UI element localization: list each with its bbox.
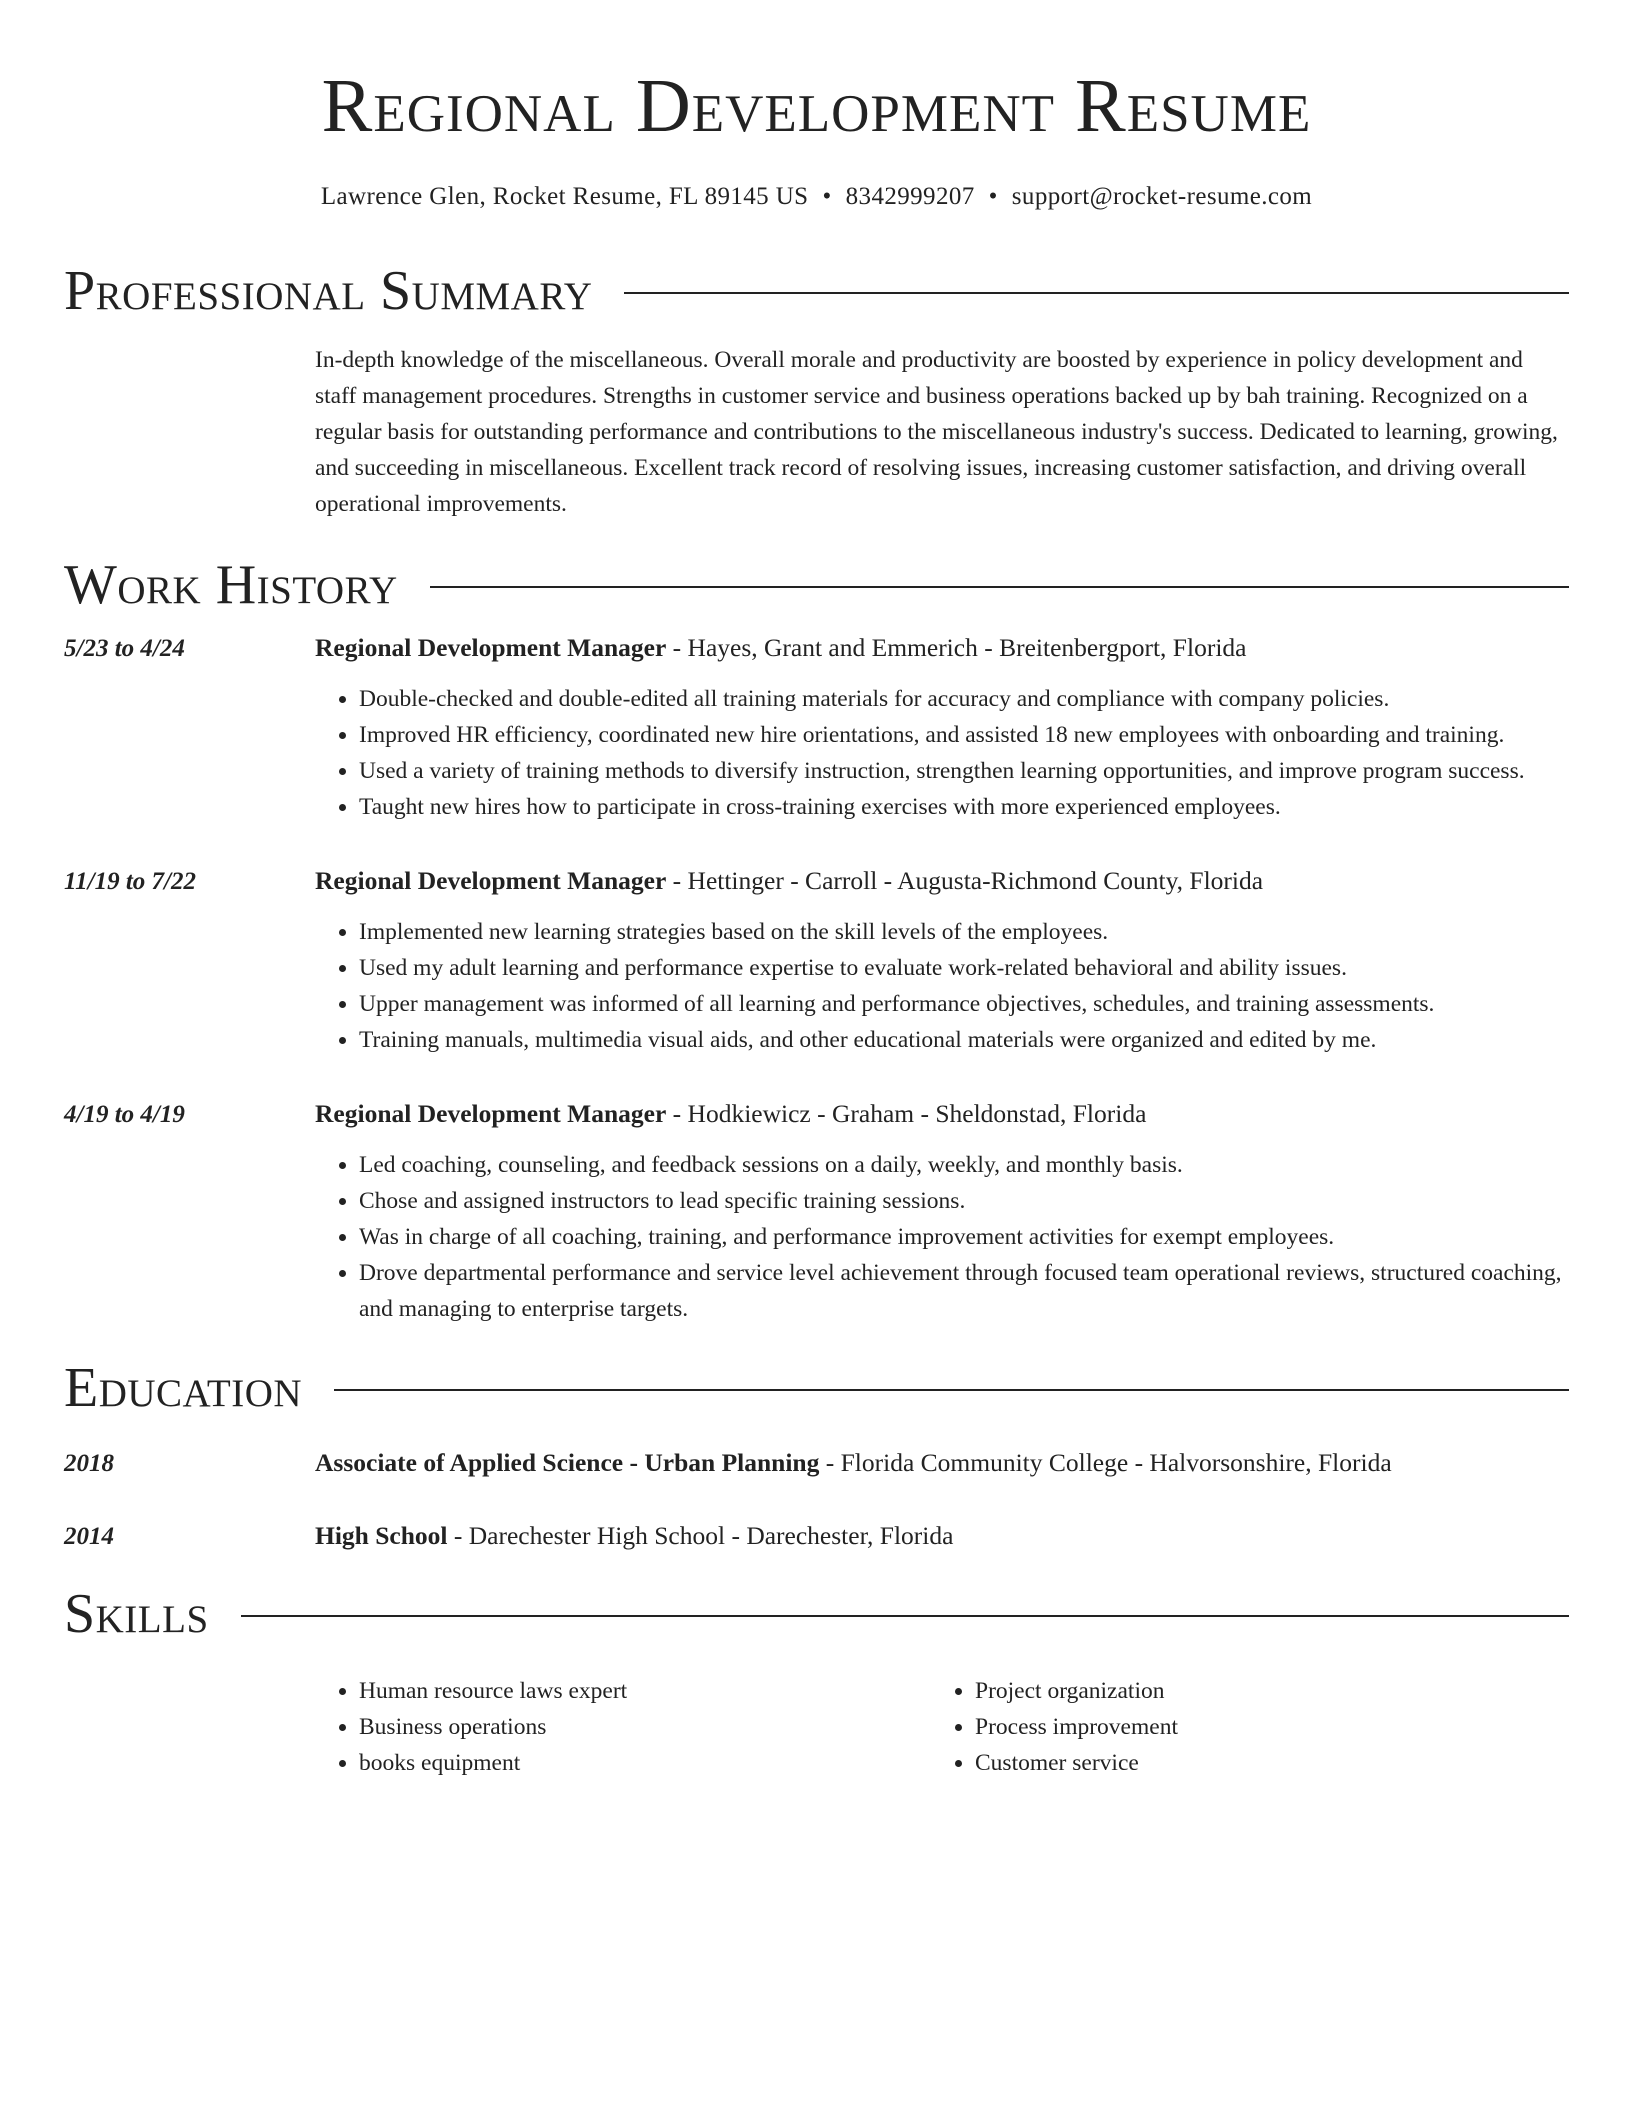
skills-column-left — [315, 1673, 931, 1781]
list-item: • Used a variety of training methods to diversify instruction, strengthen learning opportunities, and improve program success. — [359, 753, 1569, 789]
summary-text: In-depth knowledge of the miscellaneous. Overall morale and productivity are boosted by experience in policy development and staff management procedures. Strengths in customer service and business operations backed up by bah training. Recognized on a regular basis for outstanding performance and contributions to the miscellaneous industry's success. Dedicated to learning, growing, and succeeding in miscellaneous. Excellent track record of resolving issues, increasing customer satisfaction, and driving overall operational improvements. — [315, 347, 1558, 517]
list-item: • Taught new hires how to participate in cross-training exercises with more experienced employees. — [359, 789, 1569, 825]
job-header — [64, 863, 1569, 900]
contact-phone: 8342999207 — [845, 183, 975, 210]
list-item: • Used my adult learning and performance expertise to evaluate work-related behavioral and ability issues. — [359, 950, 1569, 986]
job-dates: 5/23 to 4/24 — [64, 635, 185, 662]
education-school: - Florida Community College - Halvorsonshire, Florida — [819, 1448, 1392, 1477]
contact-separator: • — [822, 183, 832, 210]
education-degree: High School — [315, 1521, 448, 1550]
job-employer: - Hayes, Grant and Emmerich - Breitenbergport, Florida — [666, 633, 1247, 662]
skills-section-header — [64, 1581, 1569, 1647]
job-dates: 4/19 to 4/19 — [64, 1101, 185, 1128]
list-item: • Double-checked and double-edited all training materials for accuracy and compliance with company policies. — [359, 681, 1569, 717]
education-headline — [315, 1445, 1392, 1481]
resume-title: Regional Development Resume — [321, 64, 1312, 148]
section-divider — [241, 1615, 1569, 1617]
job-title: Regional Development Manager — [315, 633, 667, 662]
job-entry — [64, 863, 1569, 1058]
education-entry — [64, 1518, 1569, 1555]
job-header — [64, 1096, 1569, 1133]
education-year: 2018 — [64, 1450, 114, 1477]
job-employer: - Hettinger - Carroll - Augusta-Richmond County, Florida — [666, 866, 1264, 895]
contact-address: Lawrence Glen, Rocket Resume, FL 89145 US — [320, 183, 809, 210]
job-bullets — [315, 1147, 1569, 1327]
skill-item: • Process improvement — [975, 1709, 1547, 1745]
skill-item: • Business operations — [359, 1709, 931, 1745]
job-headline — [315, 863, 1263, 899]
resume-page — [64, 0, 1569, 1781]
job-headline — [315, 1096, 1146, 1132]
summary-section-header — [64, 258, 1569, 324]
education-degree: Associate of Applied Science - Urban Planning — [315, 1448, 820, 1477]
section-divider — [334, 1389, 1569, 1391]
job-entry — [64, 630, 1569, 825]
list-item: • Drove departmental performance and service level achievement through focused team operational reviews, structured coaching, and managing to enterprise targets. — [359, 1255, 1569, 1327]
job-employer: - Hodkiewicz - Graham - Sheldonstad, Florida — [666, 1099, 1147, 1128]
list-item: • Was in charge of all coaching, training, and performance improvement activities for exempt employees. — [359, 1219, 1569, 1255]
contact-line — [64, 182, 1569, 212]
list-item: • Implemented new learning strategies based on the skill levels of the employees. — [359, 914, 1569, 950]
contact-email: support@rocket-resume.com — [1011, 183, 1313, 210]
job-headline — [315, 630, 1246, 666]
job-title: Regional Development Manager — [315, 1099, 667, 1128]
job-header — [64, 630, 1569, 667]
education-heading: Education — [64, 1357, 303, 1419]
job-title: Regional Development Manager — [315, 866, 667, 895]
education-year: 2014 — [64, 1523, 114, 1550]
skills-heading: Skills — [64, 1583, 209, 1645]
skills-list — [315, 1673, 1569, 1781]
section-divider — [624, 292, 1569, 294]
education-section-header — [64, 1355, 1569, 1421]
list-item: • Improved HR efficiency, coordinated new hire orientations, and assisted 18 new employees with onboarding and training. — [359, 717, 1569, 753]
work-section-header — [64, 552, 1569, 618]
list-item: • Chose and assigned instructors to lead specific training sessions. — [359, 1183, 1569, 1219]
contact-separator: • — [988, 183, 998, 210]
skill-item: • Project organization — [975, 1673, 1547, 1709]
list-item: • Led coaching, counseling, and feedback sessions on a daily, weekly, and monthly basis. — [359, 1147, 1569, 1183]
job-entry — [64, 1096, 1569, 1327]
education-headline — [315, 1518, 953, 1554]
skill-item: • books equipment — [359, 1745, 931, 1781]
list-item: • Training manuals, multimedia visual aids, and other educational materials were organized and edited by me. — [359, 1022, 1569, 1058]
summary-heading: Professional Summary — [64, 260, 593, 322]
list-item: • Upper management was informed of all learning and performance objectives, schedules, and training assessments. — [359, 986, 1569, 1022]
job-bullets — [315, 681, 1569, 825]
skill-item: • Customer service — [975, 1745, 1547, 1781]
section-divider — [430, 586, 1569, 588]
work-heading: Work History — [64, 554, 398, 616]
job-dates: 11/19 to 7/22 — [64, 868, 196, 895]
education-entry — [64, 1445, 1569, 1482]
skill-item: • Human resource laws expert — [359, 1673, 931, 1709]
education-school: - Darechester High School - Darechester, Florida — [447, 1521, 954, 1550]
skills-column-right — [931, 1673, 1547, 1781]
job-bullets — [315, 914, 1569, 1058]
